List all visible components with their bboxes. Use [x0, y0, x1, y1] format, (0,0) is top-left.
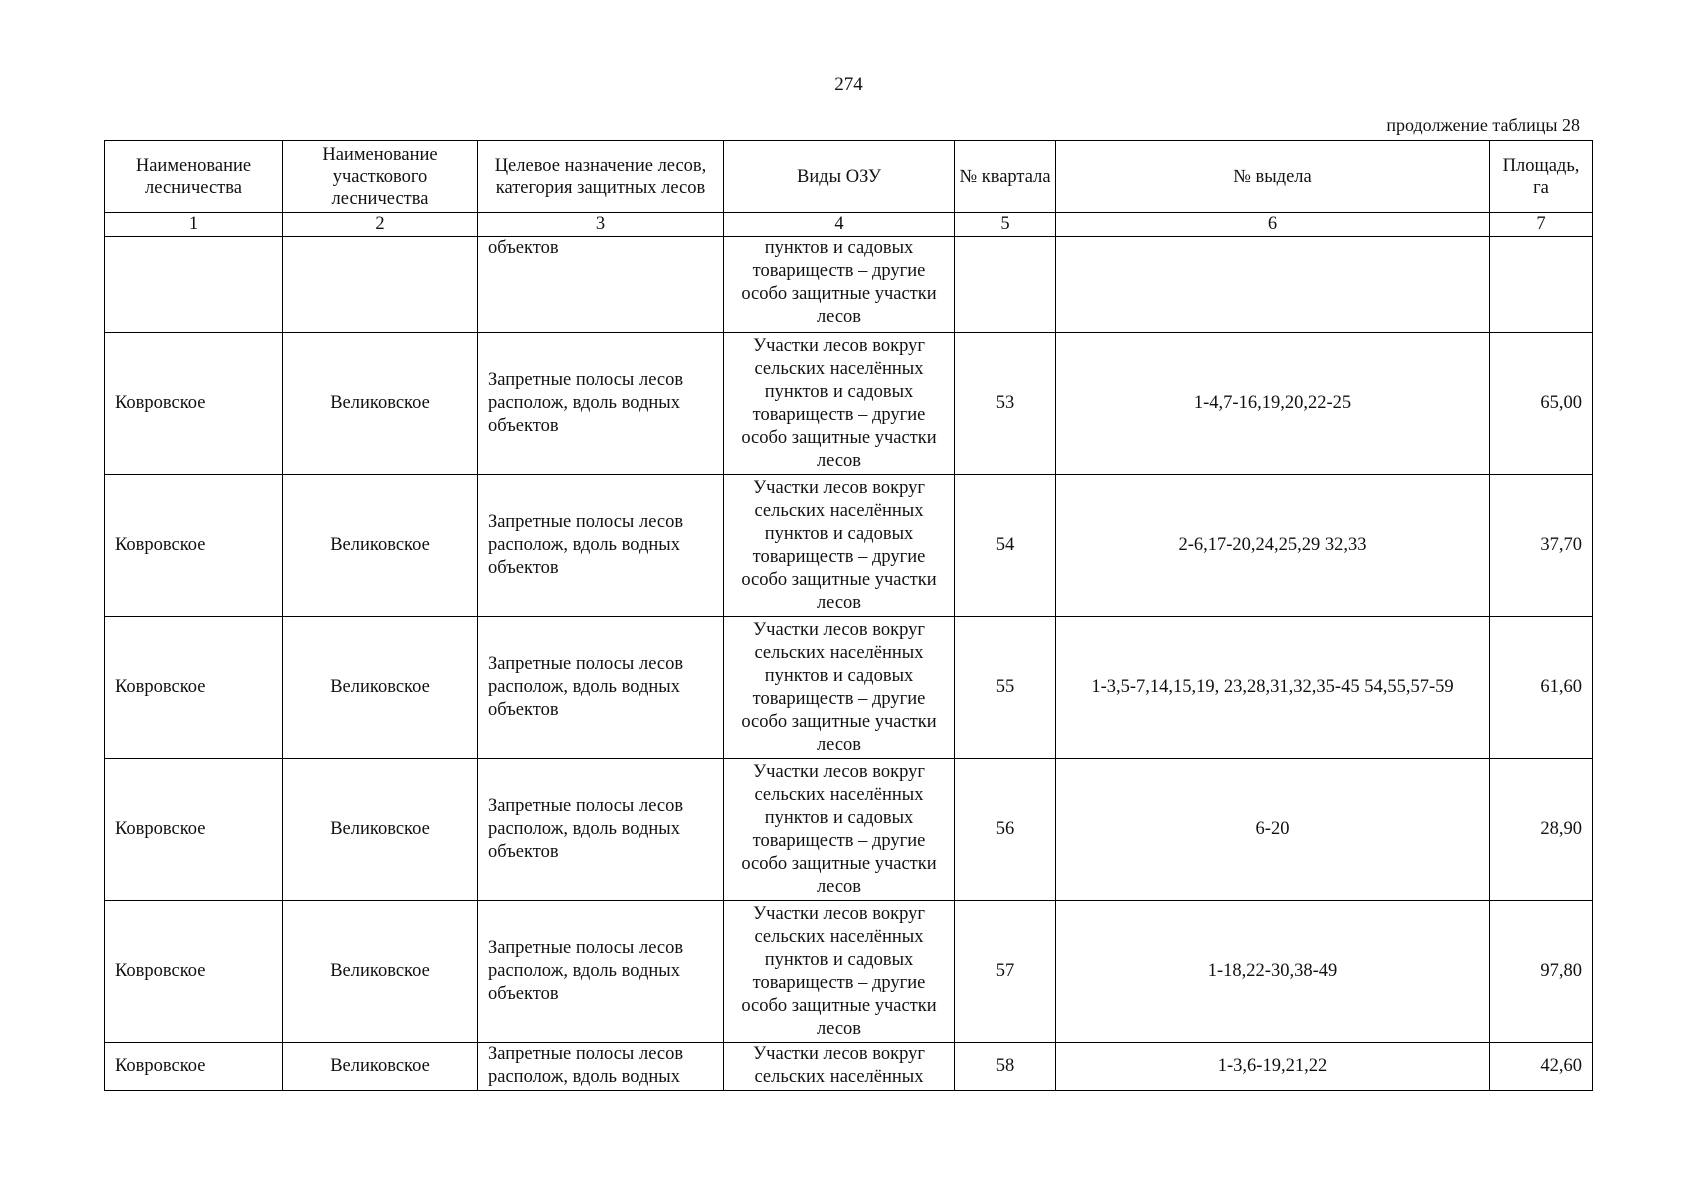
cell-area: 65,00	[1490, 333, 1593, 475]
cell-quarter: 58	[955, 1043, 1056, 1091]
column-number: 6	[1056, 213, 1490, 237]
header-forest-purpose: Целевое назначение лесов, категория защитных лесов	[478, 141, 724, 213]
cell-area: 61,60	[1490, 617, 1593, 759]
cell-ozu: Участки лесов вокруг сельских населённых пунктов и садовых товариществ – другие особо защитные участки лесов	[724, 475, 955, 617]
cell-area: 28,90	[1490, 759, 1593, 901]
cell-district: Великовское	[283, 333, 478, 475]
cell-forestry: Ковровское	[105, 901, 283, 1043]
cell-quarter: 53	[955, 333, 1056, 475]
header-plot-numbers: № выдела	[1056, 141, 1490, 213]
table-continuation-note: продолжение таблицы 28	[1386, 115, 1580, 135]
cell-area	[1490, 237, 1593, 333]
cell-quarter: 56	[955, 759, 1056, 901]
cell-district: Великовское	[283, 901, 478, 1043]
cell-purpose: объектов	[478, 237, 724, 333]
table-row	[105, 333, 1593, 475]
cell-plots: 1-3,5-7,14,15,19, 23,28,31,32,35-45 54,55,57-59	[1056, 617, 1490, 759]
table-row	[105, 901, 1593, 1043]
table-row	[105, 1043, 1593, 1091]
cell-area: 97,80	[1490, 901, 1593, 1043]
column-number: 7	[1490, 213, 1593, 237]
table-row	[105, 475, 1593, 617]
header-ozu-type: Виды ОЗУ	[724, 141, 955, 213]
cell-plots: 1-4,7-16,19,20,22-25	[1056, 333, 1490, 475]
cell-purpose: Запретные полосы лесов располож, вдоль водных объектов	[478, 333, 724, 475]
table-row	[105, 617, 1593, 759]
cell-area: 42,60	[1490, 1043, 1593, 1091]
header-area: Площадь, га	[1490, 141, 1593, 213]
cell-ozu: Участки лесов вокруг сельских населённых пунктов и садовых товариществ – другие особо защитные участки лесов	[724, 617, 955, 759]
table-row	[105, 759, 1593, 901]
cell-ozu: Участки лесов вокруг сельских населённых пунктов и садовых товариществ – другие особо защитные участки лесов	[724, 901, 955, 1043]
cell-district: Великовское	[283, 617, 478, 759]
cell-quarter: 55	[955, 617, 1056, 759]
cell-plots: 1-3,6-19,21,22	[1056, 1043, 1490, 1091]
cell-purpose: Запретные полосы лесов располож, вдоль водных объектов	[478, 617, 724, 759]
cell-ozu: Участки лесов вокруг сельских населённых пунктов и садовых товариществ – другие особо защитные участки лесов	[724, 333, 955, 475]
cell-forestry: Ковровское	[105, 1043, 283, 1091]
cell-plots: 1-18,22-30,38-49	[1056, 901, 1490, 1043]
header-forestry-name: Наименование лесничества	[105, 141, 283, 213]
cell-forestry: Ковровское	[105, 475, 283, 617]
table-header-row	[105, 141, 1593, 213]
forest-areas-table	[104, 140, 1593, 1091]
column-number: 4	[724, 213, 955, 237]
cell-plots: 2-6,17-20,24,25,29 32,33	[1056, 475, 1490, 617]
cell-plots: 6-20	[1056, 759, 1490, 901]
cell-ozu: Участки лесов вокруг сельских населённых пунктов и садовых товариществ – другие особо защитные участки лесов	[724, 759, 955, 901]
table-row	[105, 237, 1593, 333]
column-number: 2	[283, 213, 478, 237]
cell-purpose: Запретные полосы лесов располож, вдоль водных объектов	[478, 759, 724, 901]
cell-district	[283, 237, 478, 333]
cell-forestry: Ковровское	[105, 759, 283, 901]
cell-area: 37,70	[1490, 475, 1593, 617]
cell-quarter: 57	[955, 901, 1056, 1043]
cell-quarter: 54	[955, 475, 1056, 617]
cell-district: Великовское	[283, 759, 478, 901]
cell-forestry: Ковровское	[105, 617, 283, 759]
header-quarter-number: № квартала	[955, 141, 1056, 213]
cell-purpose: Запретные полосы лесов располож, вдоль водных объектов	[478, 475, 724, 617]
column-number: 3	[478, 213, 724, 237]
cell-quarter	[955, 237, 1056, 333]
cell-ozu: Участки лесов вокруг сельских населённых	[724, 1043, 955, 1091]
cell-district: Великовское	[283, 475, 478, 617]
cell-forestry	[105, 237, 283, 333]
page-number: 274	[834, 74, 863, 95]
column-number: 5	[955, 213, 1056, 237]
cell-purpose: Запретные полосы лесов располож, вдоль водных	[478, 1043, 724, 1091]
cell-plots	[1056, 237, 1490, 333]
cell-ozu: пунктов и садовых товариществ – другие особо защитные участки лесов	[724, 237, 955, 333]
cell-purpose: Запретные полосы лесов располож, вдоль водных объектов	[478, 901, 724, 1043]
cell-forestry: Ковровское	[105, 333, 283, 475]
column-number: 1	[105, 213, 283, 237]
column-number-row	[105, 213, 1593, 237]
header-district-name: Наименование участкового лесничества	[283, 141, 478, 213]
cell-district: Великовское	[283, 1043, 478, 1091]
